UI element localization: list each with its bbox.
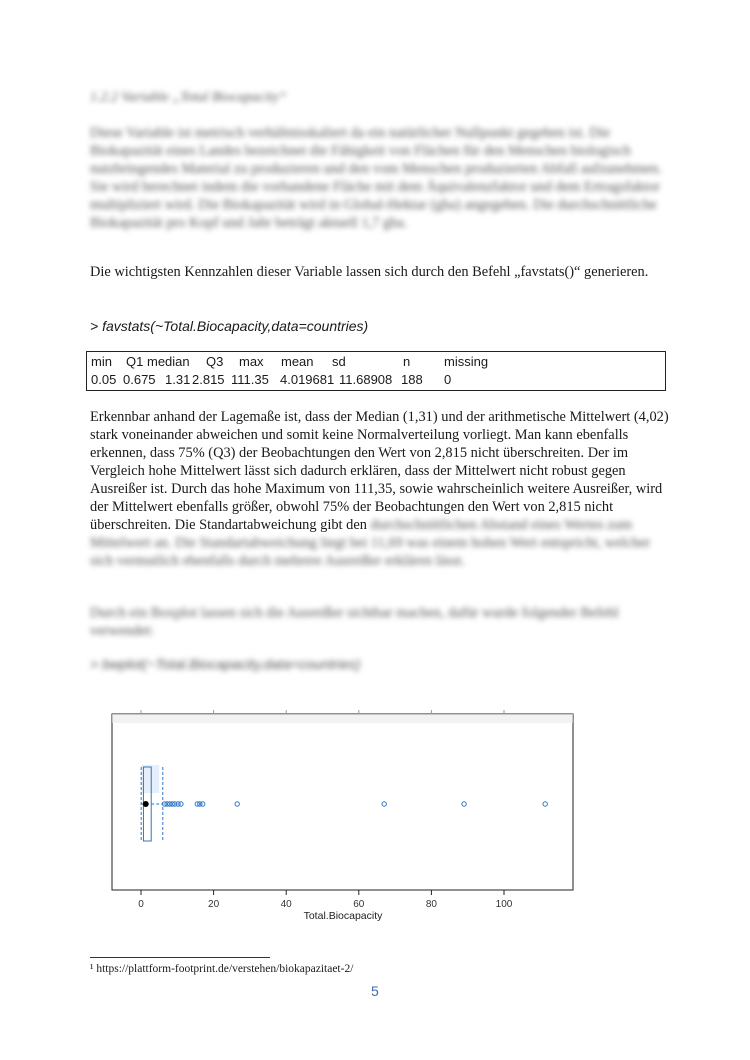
boxplot-paragraph: Durch ein Boxplot lassen sich die Ausreißer sichtbar machen, dafür wurde folgender Befehl verwendet: (90, 605, 619, 639)
footnote: ¹ https://plattform-footprint.de/verstehen/biokapazitaet-2/ (90, 963, 354, 975)
value-q3: 2.815 (192, 372, 225, 387)
intro-paragraph: Diese Variable ist metrisch verhältnisskaliert da ein natürlicher Nullpunkt gegeben ist. Die Biokapazität eines Landes bezeichnet die Fähigkeit von Flächen für den Menschen biologisch nutzbringendes Material zu produzieren und den vom Menschen produzierten Abfall aufzunehmen. Sie wird berechnet indem die vorhandene Fläche mit dem Äquivalenzfaktor und dem Ertragsfaktor multipliziert wird. Die Biokapazität wird in Global-Hektar (gha) angegeben. Die durchschnittliche Biokapazität pro Kopf und Jahr beträgt aktuell 1,7 gha. (90, 125, 662, 231)
kennzahlen-paragraph: Die wichtigsten Kennzahlen dieser Variable lassen sich durch den Befehl „favstats()“ generieren. (90, 264, 649, 280)
page-number: 5 (371, 983, 379, 999)
x-tick-label-0: 0 (138, 899, 144, 910)
header-median: median (147, 354, 190, 369)
analysis-paragraph (90, 408, 670, 570)
bwplot-command: > bwplot(~Total.Biocapacity,data=countries) (90, 656, 361, 672)
x-tick-label-100: 100 (495, 899, 513, 910)
section-heading: 1.2.2 Variable „Total Biocapacity“ (90, 90, 287, 105)
analysis-text-blurred: durchschnittlichen Abstand eines Wertes zum Mittelwert an. Die Standartabweichung liegt bei 11,69 was einem hohen Wert entspricht, welcher sich vermutlich ebenfalls durch mehrere Ausreißer erklären lässt. (90, 517, 651, 569)
outlier-point-10 (235, 802, 239, 806)
header-sd: sd (332, 354, 346, 369)
analysis-text: Erkennbar anhand der Lagemaße ist, dass der Median (1,31) und der arithmetische Mittelwert (4,02) stark voneinander abweichen und somit keine Normalverteilung vorliegt. Man kann ebenfalls erkennen, dass 75% (Q3) der Beobachtungen den Wert von 2,815 nicht überschreiten. Der im Vergleich hohe Mittelwert lässt sich dadurch erklären, dass der Mittelwert nicht robust gegen Ausreißer ist. Durch das hohe Maximum von 111,35, sowie wahrscheinlich weitere Ausreißer, wird der Mittelwert ebenfalls größer, obwohl 75% der Beobachtungen den Wert von 2,815 nicht überschreiten. Die Standartabweichung gibt den (90, 409, 669, 533)
value-n: 188 (401, 372, 423, 387)
outlier-point-6 (179, 802, 183, 806)
value-median: 1.31 (165, 372, 191, 387)
box-highlight (141, 765, 159, 793)
header-q1: Q1 (126, 354, 144, 369)
x-tick-label-80: 80 (425, 899, 437, 910)
median-point (143, 801, 149, 807)
header-min: min (91, 354, 112, 369)
header-missing: missing (444, 354, 489, 369)
x-tick-label-60: 60 (353, 899, 365, 910)
value-mean: 4.019681 (280, 372, 335, 387)
header-max: max (239, 354, 264, 369)
header-mean: mean (281, 354, 314, 369)
value-min: 0.05 (91, 372, 117, 387)
value-q1: 0.675 (123, 372, 156, 387)
footnote-rule (90, 957, 270, 958)
x-tick-label-20: 20 (208, 899, 220, 910)
favstats-command: > favstats(~Total.Biocapacity,data=countries) (90, 318, 369, 334)
value-max: 111.35 (231, 372, 269, 387)
outlier-point-11 (382, 802, 386, 806)
x-axis-label: Total.Biocapacity (303, 910, 383, 922)
header-q3: Q3 (206, 354, 224, 369)
outlier-point-13 (543, 802, 547, 806)
value-sd: 11.68908 (339, 372, 393, 387)
header-n: n (403, 354, 411, 369)
boxplot-chart (0, 700, 750, 930)
outlier-point-12 (462, 802, 466, 806)
x-tick-label-40: 40 (280, 899, 292, 910)
outlier-point-9 (201, 802, 205, 806)
favstats-table (86, 351, 666, 391)
plot-top-strip (112, 714, 573, 723)
value-missing: 0 (444, 372, 452, 387)
